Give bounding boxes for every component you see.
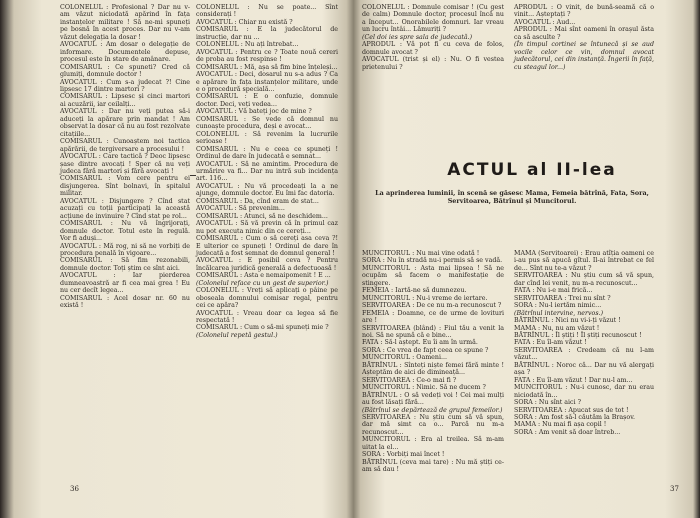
left-page <box>0 0 346 518</box>
dialogue-line: COMISARUL : Acel dosar nr. 60 nu există ! <box>60 294 190 310</box>
dialogue-line: BĂTRÎNUL : Îl știți ! Îl știți recunoscut ! <box>514 331 642 339</box>
dialogue-line: BĂTRÎNUL : Sînteți niște femei fără minte ! Așteptăm de aici de dimineață... <box>362 361 504 377</box>
dialogue-line: (Cel doi ies spre sala de judecată.) <box>362 33 473 41</box>
dialogue-line: FATA : Eu îl-am văzut ! <box>514 339 587 347</box>
dialogue-line: AVOCATUL : Dar nu veți putea să-i aduceți la apărare prin mandat ! Am observat la dosar că nu au fost rezolvate citațiile... <box>60 108 190 138</box>
dialogue-line: MUNCITORUL : Nu-i cunosc, dar nu erau niciodată în... <box>514 384 654 399</box>
dialogue-line: MAMA : Nu, nu am văzut ! <box>514 324 600 332</box>
page-number-left: 36 <box>70 485 79 493</box>
dialogue-line: MAMA (Servitoarei) : Erau atîția oameni ce i-au pus să apucă gîtul. Il-ai întrebat ce fel de... Sînt nu te-a văzut ? <box>514 250 654 272</box>
stage-direction: La aprinderea luminii, în scenă se găsesc Mama, Femeia bătrînă, Fata, Sora, Servitoarea, Bătrînul și Muncitorul. <box>375 189 649 205</box>
dialogue-line: (Colonelul repetă gestul.) <box>196 331 278 339</box>
dialogue-line: SORA : Vorbiți mai încet ! <box>362 451 445 459</box>
dialogue-line: COMISARUL : Se vede că domnul nu cunoaște procedura, deși e avocat... <box>196 115 338 131</box>
dialogue-line: SORA : Ce vrea de fapt ceea ce spune ? <box>362 346 489 354</box>
dialogue-line: MUNCITORUL : Asta mai lipsea ! Să ne ocupăm să facem o manifestație de stingere. <box>362 264 504 287</box>
dialogue-line: COMISARUL : E la judecătorul de instrucție, dar nu ... <box>196 26 338 41</box>
dialogue-line: AVOCATUL : Care tactică ? Deoc lipsesc șase dintre avocați ! Sper că nu veți judeca fără martori și fără avocați ! <box>60 153 190 175</box>
left-column-2 <box>196 4 338 339</box>
right-column-1-top <box>362 4 504 71</box>
dialogue-line: (Bătrînul se depărtează de grupul femeilor.) <box>362 406 503 414</box>
dialogue-line: FATA : Eu îl-am văzut ! Dar nu-l am... <box>514 376 633 384</box>
dialogue-line: MUNCITORUL : Nu mai vine odată ! <box>362 250 480 257</box>
dialogue-line: AVOCATUL : Vă bateți joc de mine ? <box>196 108 312 116</box>
right-column-2-bottom <box>514 250 654 436</box>
dialogue-line: COMISARUL : E o confuzie, domnule doctor. Deci, veți vedea... <box>196 93 338 108</box>
dialogue-line: BĂTRÎNUL : O să vedeți voi ! Cei mai mulți au fost lăsați fără... <box>362 391 504 407</box>
dialogue-line: AVOCATUL : Să vă previn că în primul caz nu pot executa nimic din ce cereți... <box>196 220 338 235</box>
dialogue-line: MUNCITORUL : Nimic. Să ne ducem ? <box>362 384 486 392</box>
dialogue-line: AVOCATUL : Iar pierderea dumneavoastră ar fi cea mai grea ! Eu nu cer decît legea... <box>60 272 190 295</box>
act-title: ACTUL al II-lea <box>447 160 617 180</box>
right-column-2-top <box>514 4 654 71</box>
dialogue-line: SORA : Nu în stradă nu-i permis să se vadă. <box>362 257 503 265</box>
dialogue-line: APRODUL : Vă pot fi cu ceva de folos, domnule avocat ? <box>362 41 504 56</box>
dialogue-line: COLONELUL : Domnule comisar ! (Cu gest de calm) Domnule doctor, procesul încă nu a început... Onorabilele domnuri. Iar vreau un lucru întâi... Lămuriți ? <box>362 4 504 34</box>
dialogue-line: COMISARUL : Nu vă îngrijorați, domnule doctor. Totul este în regulă. Vor fi aduși... <box>60 220 190 243</box>
dialogue-line: MUNCITORUL : Oameni... <box>362 354 447 362</box>
dialogue-line: BĂTRÎNUL (ceva mai tare) : Nu mă știți ce-am să dau ! <box>362 458 504 474</box>
dialogue-line: AVOCATUL : Am dosar o delegație de informare. Documentele depuse, procesul este în stare de amânare. <box>60 41 190 64</box>
dialogue-line: COLONELUL : Nu ați întrebat... <box>196 41 299 49</box>
dialogue-line: AVOCATUL : Să prevenim... <box>196 205 285 213</box>
dialogue-line: COLONELUL : Nu se poate... Sînt considerați ! <box>196 4 338 19</box>
dialogue-line: SERVITOAREA : Apucat sus de tot ! <box>514 406 629 414</box>
dialogue-line: FEMEIA : Doamne, ce de urme de lovituri are ! <box>362 309 504 325</box>
dialogue-line: COMISARUL : Asta e nemaipomenit ! E ... <box>196 272 331 280</box>
dialogue-line: COMISARUL : Cum o să-mi spuneți mie ? <box>196 324 329 332</box>
dialogue-line: SERVITOAREA : De ce nu m-a recunoscut ? <box>362 302 502 310</box>
dialogue-line: FEMEIA : Iartă-ne să dumnezeu. <box>362 287 467 295</box>
right-page <box>352 0 700 518</box>
dialogue-line: COLONELUL : Profesional ? Dar nu v-am văzut niciodată apărind în fața instanțelor militare ! Să ne-mi spuneți pe bosnă în acest proces. Dar nu v-am văzut delegația la dosar ! <box>60 4 190 41</box>
dialogue-line: AVOCATUL : Deci, dosarul nu s-a adus ? Ca e apărare în fața instanțelor militare, unde e o procedură specială... <box>196 71 338 93</box>
dialogue-line: AVOCATUL : Să ne amintim. Procedura de urmărire va fi... Dar nu intră sub incidența art. 116... <box>196 160 338 183</box>
dialogue-line: SERVITOAREA (blând) : Fiul tău a venit la noi. Să ne spună că e bine... <box>362 324 504 339</box>
dialogue-line: SERVITOAREA : Nu știu cum să vă spun, dar cînd lei venit, nu m-a recunoscut... <box>514 272 654 287</box>
dialogue-line: SORA : Am fost să-l căutăm la Brașov. <box>514 413 636 421</box>
dialogue-line: (Bătrînul intervine, nervos.) <box>514 309 604 317</box>
dialogue-line: (Colonelul reface cu un gest de superior.) <box>196 279 329 287</box>
dialogue-line: APRODUL : Mai sînt oameni în orașul ăsta ca să asculte ? <box>514 26 654 41</box>
dialogue-line: COMISARUL : Cum o să cereți asa ceva ?! E ulterior ce spuneți ! Ordinul de dare în judecată a fost semnat de domnul general ! <box>196 235 338 257</box>
dialogue-line: APRODUL : O vinit, de bună-seamă că o vinit... Așteptați ? <box>514 4 654 19</box>
dialogue-line: SORA : Nu-l iertăm nimic... <box>514 302 602 310</box>
dialogue-line: AVOCATUL : E posibil ceva ? Pentru încălcarea juridică generală a defectuoasă ! <box>196 257 338 272</box>
dialogue-line: FATA : Să-l aștept. Eu îi am în urmă. <box>362 339 478 347</box>
left-column-1 <box>60 4 190 310</box>
dialogue-line: MUNCITORUL : Nu-i vreme de iertare. <box>362 294 488 302</box>
dialogue-line: SERVITOAREA : Ce-o mai fi ? <box>362 376 457 384</box>
dialogue-line: AVOCATUL : Nu vă procedeați la a ne ajunge, domnule doctor. Eu îmi fac datoria. <box>196 182 338 198</box>
dialogue-line: AVOCATUL : Disjungere ? Cînd stat acuzați cu toții participați la această acțiune de invinuire ? Cînd stat pe rol... <box>60 197 190 220</box>
dialogue-line: COMISARUL : Cunoaștem noi tactica apărării, de tergiversare a procesului ! <box>60 138 190 153</box>
dialogue-line: COLONELUL : Să revenim la lucrurile serioase ! <box>196 130 338 146</box>
dialogue-line: COMISARUL : Lipsesc și cinci martori ai acuzării, iar ceilalți... <box>60 93 190 108</box>
dialogue-line: SERVITOAREA : Nu știu cum să vă spun, dar mă simt ca o... Parcă nu m-a recunoscut... <box>362 413 504 436</box>
dialogue-line: BĂTRÎNUL : Nici nu vi-i-ți văzut ! <box>514 317 621 325</box>
dialogue-line: COMISARUL : Atunci, să ne deschidem... <box>196 212 328 220</box>
dialogue-line: COLONELUL : Vreți să aplicați o pâine pe oboseala domnului comisar regal, pentru cei ce apăra? <box>196 287 338 310</box>
page-number-right: 37 <box>670 485 679 493</box>
dialogue-line: COMISARUL : Da, cînd eram de stat... <box>196 197 319 205</box>
dialogue-line: FATA : Nu i-e mai frică... <box>514 287 593 295</box>
dialogue-line: AVOCATUL : Pentru ce ? Toate nouă cereri de proba au fost respinse ! <box>196 48 338 64</box>
dialogue-line: SERVITOAREA : Trei nu sînt ? <box>514 294 611 302</box>
dialogue-line: BĂTRÎNUL : Noroc că... Dar nu vă alergați așa ? <box>514 361 654 377</box>
dialogue-line: AVOCATUL : Cum s-a judecat ?! Cine lipsesc 17 dintre martori ? <box>60 78 190 93</box>
dialogue-line: AVOCATUL : Aud... <box>514 18 576 26</box>
dialogue-line: COMISARUL : Să fim rezonabili, domnule doctor. Toți știm ce sînt aici. <box>60 257 190 272</box>
dialogue-line: COMISARUL : Ce spuneti? Cred că glumiți, domnule doctor ! <box>60 63 190 79</box>
dialogue-line: MAMA : Nu mai fi așa copil ! <box>514 421 607 429</box>
dialogue-line: SORA : Nu sînt aici ? <box>514 399 581 407</box>
dialogue-line: SORA : Am venit să doar întreb... <box>514 428 621 436</box>
dialogue-line: MUNCITORUL : Era al treilea. Să m-am uitat la el... <box>362 436 504 451</box>
dialogue-line: COMISARUL : Mă, așa să fim bine înțeleși... <box>196 63 338 71</box>
dialogue-line: SERVITOAREA : Credeam că nu l-am văzut... <box>514 346 654 362</box>
dialogue-line: AVOCATUL : Vreau doar ca legea să fie respectată ! <box>196 309 338 325</box>
dialogue-line: AVOCATUL : Mă rog, ni să ne vorbiți de procedura penală în vigoare... <box>60 242 190 257</box>
dialogue-line: (În timpul cortinei se întunecă și se aud vocile celor ce vin, domnul avocat judecătorul, cei din instanță. Îngerii în față, cu steagul lor...) <box>514 41 654 71</box>
right-column-1-bottom <box>362 250 504 474</box>
dialogue-line: AVOCATUL : Chiar nu există ? <box>196 18 293 26</box>
dialogue-line: AVOCATUL (trist și el) : Nu. O fi vestea prietenului ? <box>362 56 504 71</box>
dialogue-line: COMISARUL : Nu e ceea ce spuneți ! Ordinul de dare în judecată e semnat... <box>196 145 338 161</box>
dialogue-line: COMISARUL : Vom cere pentru ei disjungerea. Sînt bolnavi, în spitalul militar. <box>60 175 190 198</box>
